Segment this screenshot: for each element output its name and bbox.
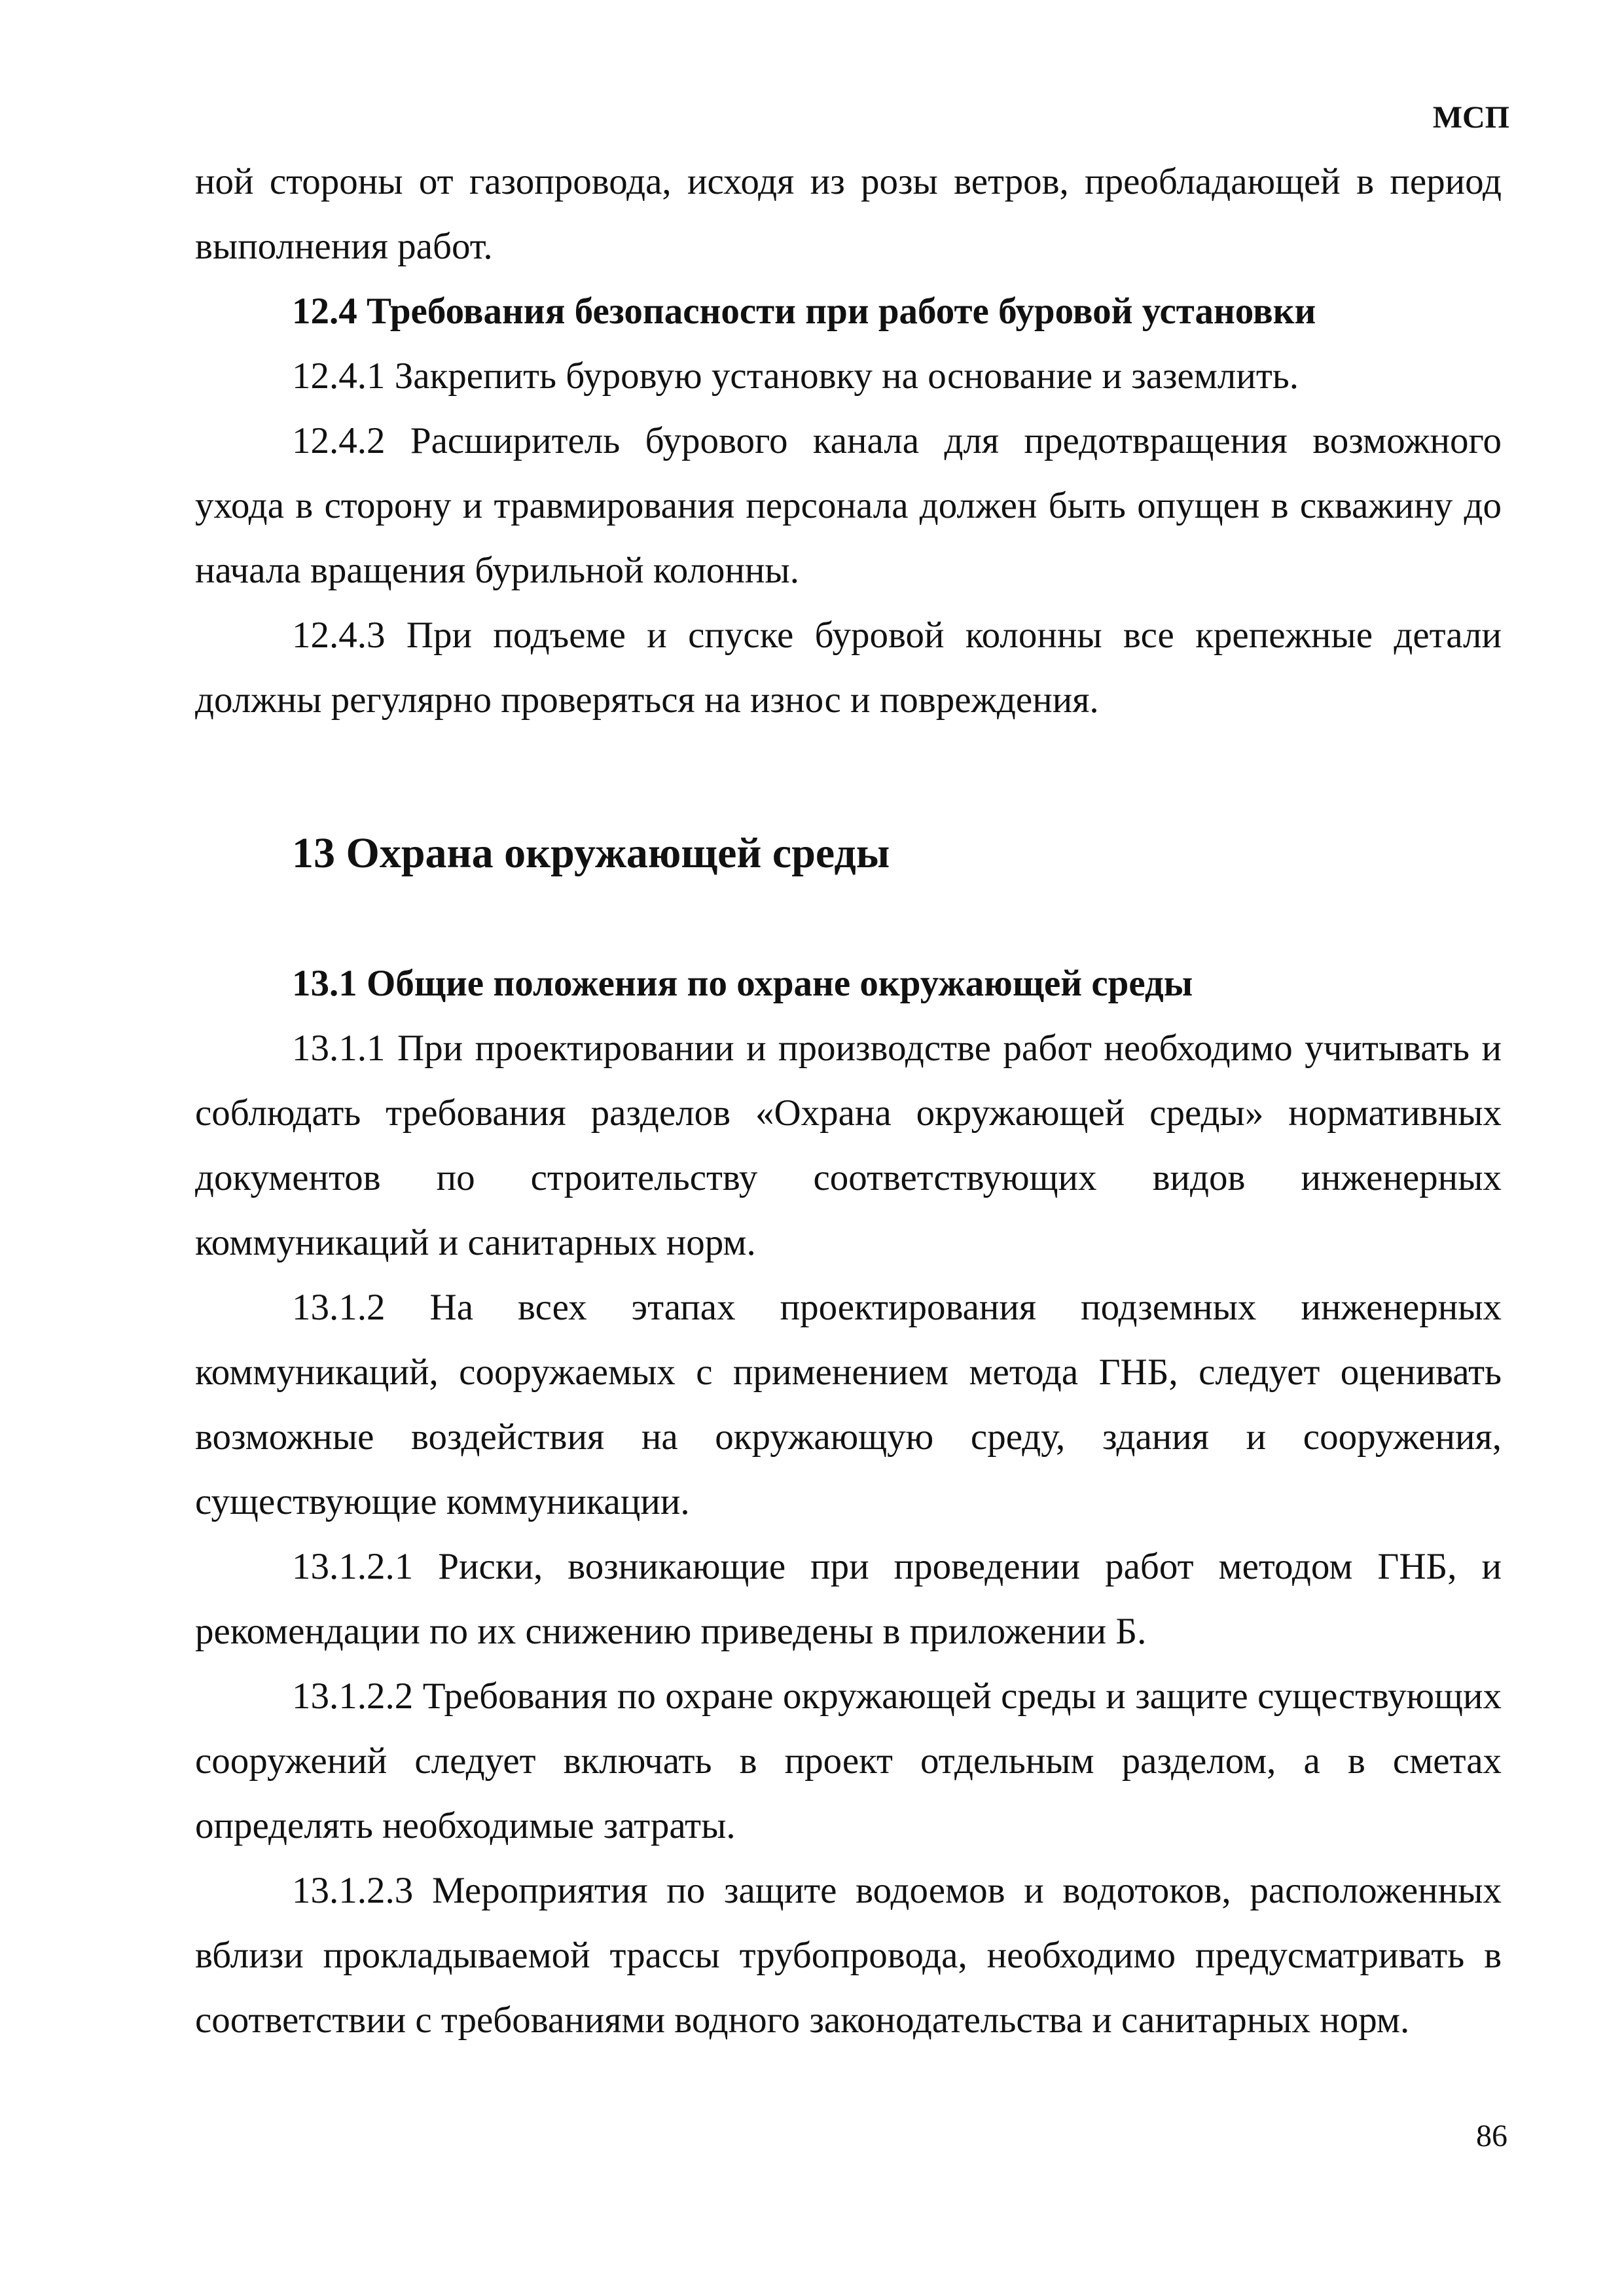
page-content [195, 149, 1502, 2053]
subsection-heading-13-1: 13.1 Общие положения по охране окружающей среды [292, 963, 1193, 1004]
paragraph-12-4-2: 12.4.2 Расширитель бурового канала для предотвращения возможного ухода в сторону и травмирования персонала должен быть опущен в скважину до начала вращения бурильной колонны. [195, 420, 1502, 591]
paragraph-12-4-1: 12.4.1 Закрепить буровую установку на основание и заземлить. [292, 355, 1299, 397]
page-number: 86 [1476, 2119, 1507, 2153]
paragraph-12-4-3: 12.4.3 При подъеме и спуске буровой колонны все крепежные детали должны регулярно проверяться на износ и повреждения. [195, 615, 1502, 721]
spacer [195, 732, 1502, 817]
spacer [195, 889, 1502, 951]
paragraph-13-1-2-2: 13.1.2.2 Требования по охране окружающей среды и защите существующих сооружений следует включать в проект отдельным разделом, а в сметах определять необходимые затраты. [195, 1676, 1502, 1846]
paragraph-13-1-2-3: 13.1.2.3 Мероприятия по защите водоемов и водотоков, расположенных вблизи прокладываемой трассы трубопровода, необходимо предусматривать в соответствии с требованиями водного законодательства и санитарных норм. [195, 1870, 1502, 2041]
paragraph-13-1-2-1: 13.1.2.1 Риски, возникающие при проведении работ методом ГНБ, и рекомендации по их снижению приведены в приложении Б. [195, 1546, 1502, 1652]
section-heading-13: 13 Охрана окружающей среды [292, 829, 890, 877]
paragraph-continuation: ной стороны от газопровода, исходя из розы ветров, преобладающей в период выполнения работ. [195, 161, 1502, 267]
subsection-heading-12-4: 12.4 Требования безопасности при работе буровой установки [292, 291, 1316, 332]
paragraph-13-1-2: 13.1.2 На всех этапах проектирования подземных инженерных коммуникаций, сооружаемых с применением метода ГНБ, следует оценивать возможные воздействия на окружающую среду, здания и сооружения, существующие коммуникации. [195, 1287, 1502, 1522]
document-code: МСП [1432, 100, 1509, 135]
paragraph-13-1-1: 13.1.1 При проектировании и производстве работ необходимо учитывать и соблюдать требования разделов «Охрана окружающей среды» нормативных документов по строительству соответствующих видов инженерных коммуникаций и санитарных норм. [195, 1028, 1502, 1263]
